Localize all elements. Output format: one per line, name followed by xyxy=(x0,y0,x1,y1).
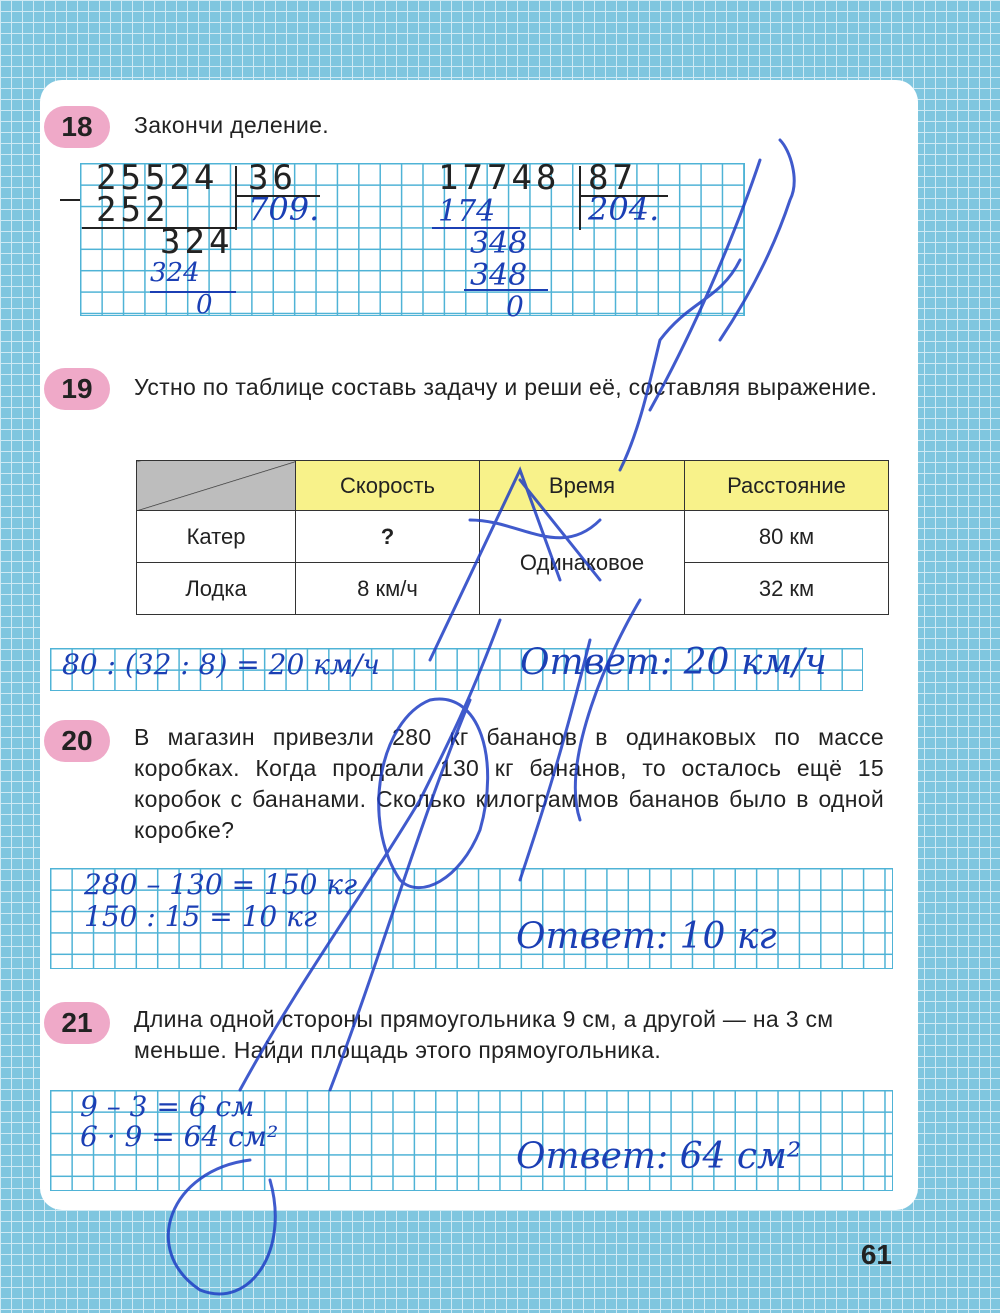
subtrahend: 174 xyxy=(438,194,496,229)
task-text: Закончи деление. xyxy=(134,112,329,138)
task-number-badge: 18 xyxy=(44,106,110,148)
solution-line: 9 – 3 = 6 см xyxy=(80,1090,255,1123)
answer-text: Ответ: 10 кг xyxy=(516,916,777,957)
table-corner-cell xyxy=(137,461,296,511)
data-table xyxy=(136,460,889,615)
page-number: 61 xyxy=(860,1239,892,1270)
row-label: Катер xyxy=(137,511,296,563)
table-cell: Одинаковое xyxy=(480,511,685,615)
task-text: Устно по таблице составь задачу и реши её, составляя выражение. xyxy=(134,374,878,400)
subtrahend: 252 xyxy=(96,190,170,230)
table-cell: 80 км xyxy=(685,511,889,563)
task-text: В магазин привезли 280 кг бананов в одинаковых по массе коробках. Когда продали 130 кг бананов, то осталось ещё 15 коробок с бананами. Сколько килограммов бананов было в одной коробке? xyxy=(134,724,884,843)
task-number-badge: 19 xyxy=(44,368,110,410)
table-cell: 32 км xyxy=(685,563,889,615)
remainder: 0 xyxy=(506,290,524,323)
subtrahend: 324 xyxy=(150,258,200,288)
task-text: Длина одной стороны прямоугольника 9 см, а другой — на 3 см меньше. Найди площадь этого прямоугольника. xyxy=(134,1006,834,1063)
row-label: Лодка xyxy=(137,563,296,615)
dividend: 17748 xyxy=(438,158,561,198)
table-cell: ? xyxy=(296,511,480,563)
solution-line: 150 : 15 = 10 кг xyxy=(84,900,317,933)
remainder: 324 xyxy=(160,222,234,262)
remainder: 348 xyxy=(470,226,528,261)
quotient: 204. xyxy=(588,190,660,228)
table-cell: 8 км/ч xyxy=(296,563,480,615)
answer-text: Ответ: 64 см² xyxy=(516,1136,802,1177)
dividend: 25524 xyxy=(96,158,219,198)
subtrahend: 348 xyxy=(470,258,528,293)
divisor: 36 xyxy=(248,158,297,198)
quotient: 709. xyxy=(248,190,320,228)
remainder: 0 xyxy=(196,290,213,320)
divisor: 87 xyxy=(588,158,637,198)
task-number-badge: 20 xyxy=(44,720,110,762)
column-header: Расстояние xyxy=(685,461,889,511)
solution-expression: 80 : (32 : 8) = 20 км/ч xyxy=(62,648,380,681)
column-header: Время xyxy=(480,461,685,511)
solution-line: 6 · 9 = 64 см² xyxy=(80,1120,279,1153)
task-number-badge: 21 xyxy=(44,1002,110,1044)
answer-text: Ответ: 20 км/ч xyxy=(520,642,827,683)
column-header: Скорость xyxy=(296,461,480,511)
solution-line: 280 – 130 = 150 кг xyxy=(84,868,358,901)
